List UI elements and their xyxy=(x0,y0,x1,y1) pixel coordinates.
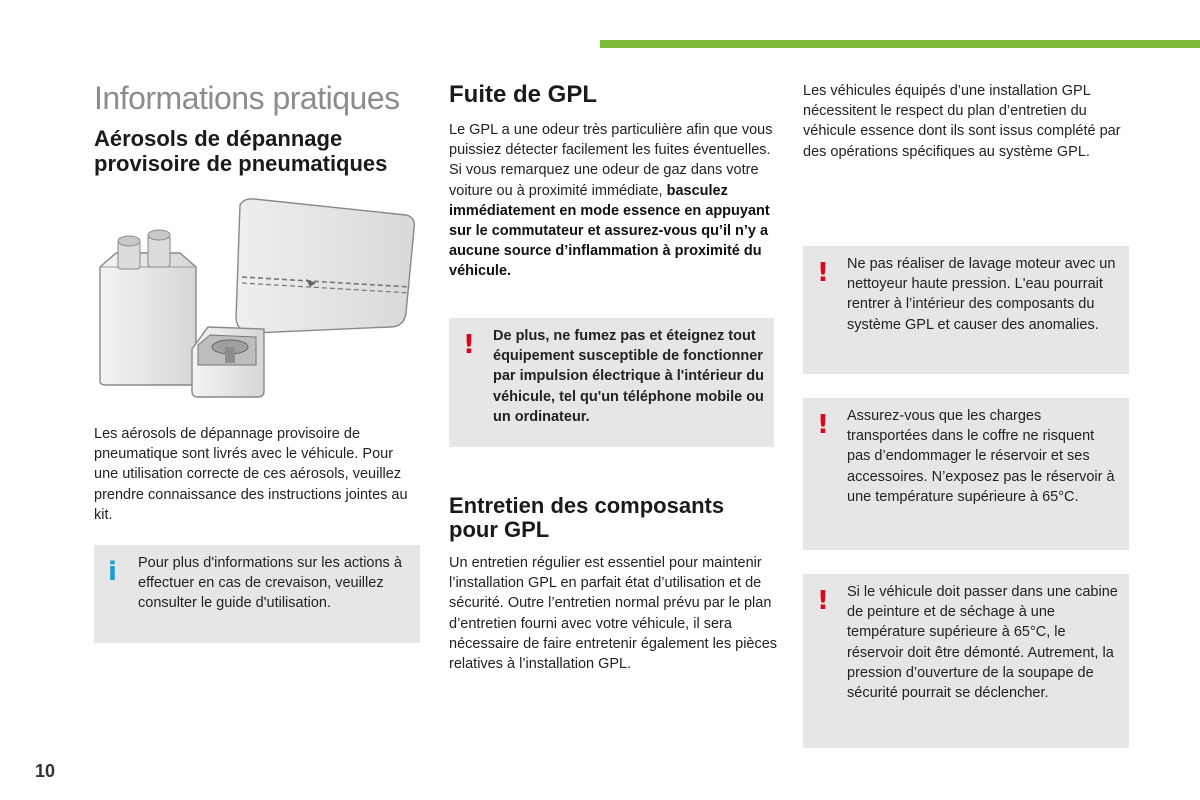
aerosols-description: Les aérosols de dépannage provisoire de pneumatique sont livrés avec le véhicule. Pour une utilisation correcte de ces aérosols, veuillez prendre connaissance des instructions jointes au kit. xyxy=(94,426,408,523)
page-number: 10 xyxy=(35,761,56,781)
page-title: Informations pratiques xyxy=(94,80,400,116)
warning-text: Assurez-vous que les charges transportées dans le coffre ne risquent pas d’endommager le réservoir et ses accessoires. N’exposez pas le réservoir à une température supérieure à 65°C. xyxy=(847,408,1115,505)
warning-icon: ! xyxy=(817,586,829,616)
warning-box-boot-loads xyxy=(803,398,1129,550)
gpl-maintenance-intro: Les véhicules équipés d’une installation GPL nécessitent le respect du plan d’entretien du véhicule essence dont ils sont issus complété par des opérations spécifiques au système GPL. xyxy=(803,83,1121,160)
warning-text: Ne pas réaliser de lavage moteur avec un nettoyeur haute pression. L'eau pourrait rentrer à l’intérieur des composants du système GPL et causer des anomalies. xyxy=(847,256,1116,333)
aerosols-heading: Aérosols de dépannage provisoire de pneumatiques xyxy=(94,126,388,176)
warning-icon: ! xyxy=(817,410,829,440)
gpl-leak-instruction: basculez immédiatement en mode essence en appuyant sur le commutateur et assurez-vous qu’il n’y a aucune source d’inflammation à proximité du véhicule. xyxy=(449,182,770,280)
gpl-leak-paragraph xyxy=(449,120,779,282)
gpl-leak-heading: Fuite de GPL xyxy=(449,81,598,108)
warning-icon: ! xyxy=(817,258,829,288)
maintenance-heading: Entretien des composants pour GPL xyxy=(449,493,725,543)
warning-text: Si le véhicule doit passer dans une cabine de peinture et de séchage à une température supérieure à 65°C, le réservoir doit être démonté. Autrement, la pression d’ouverture de la soupape de sécurité pourrait se déclencher. xyxy=(847,584,1118,702)
green-accent-bar xyxy=(600,40,1200,48)
tyre-repair-kit-aerosols-illustration xyxy=(94,195,424,415)
warning-box-pressure-wash xyxy=(803,246,1129,374)
smoke-warning-box xyxy=(449,318,774,447)
warning-box-paint-booth xyxy=(803,574,1129,748)
info-box xyxy=(94,545,420,643)
smoke-warning-text: De plus, ne fumez pas et éteignez tout équipement susceptible de fonctionner par impulsion électrique à l'intérieur du véhicule, tel qu'un téléphone mobile ou un ordinateur. xyxy=(493,328,764,425)
gpl-leak-text: Le GPL a une odeur très particulière afin que vous puissiez détecter facilement les fuites éventuelles. Si vous remarquez une odeur de gaz dans votre voiture ou à proximité immédiate, xyxy=(449,122,773,199)
warning-icon: ! xyxy=(463,330,475,360)
maintenance-paragraph: Un entretien régulier est essentiel pour maintenir l’installation GPL en parfait état d’utilisation et de sécurité. Outre l’entretien normal prévu par le plan d’entretien fourni avec votre véhicule, il sera nécessaire de faire entretenir également les pièces relatives à l’installation GPL. xyxy=(449,555,778,673)
info-box-text: Pour plus d'informations sur les actions à effectuer en cas de crevaison, veuillez consulter le guide d'utilisation. xyxy=(138,555,402,612)
info-icon: i xyxy=(108,557,117,587)
